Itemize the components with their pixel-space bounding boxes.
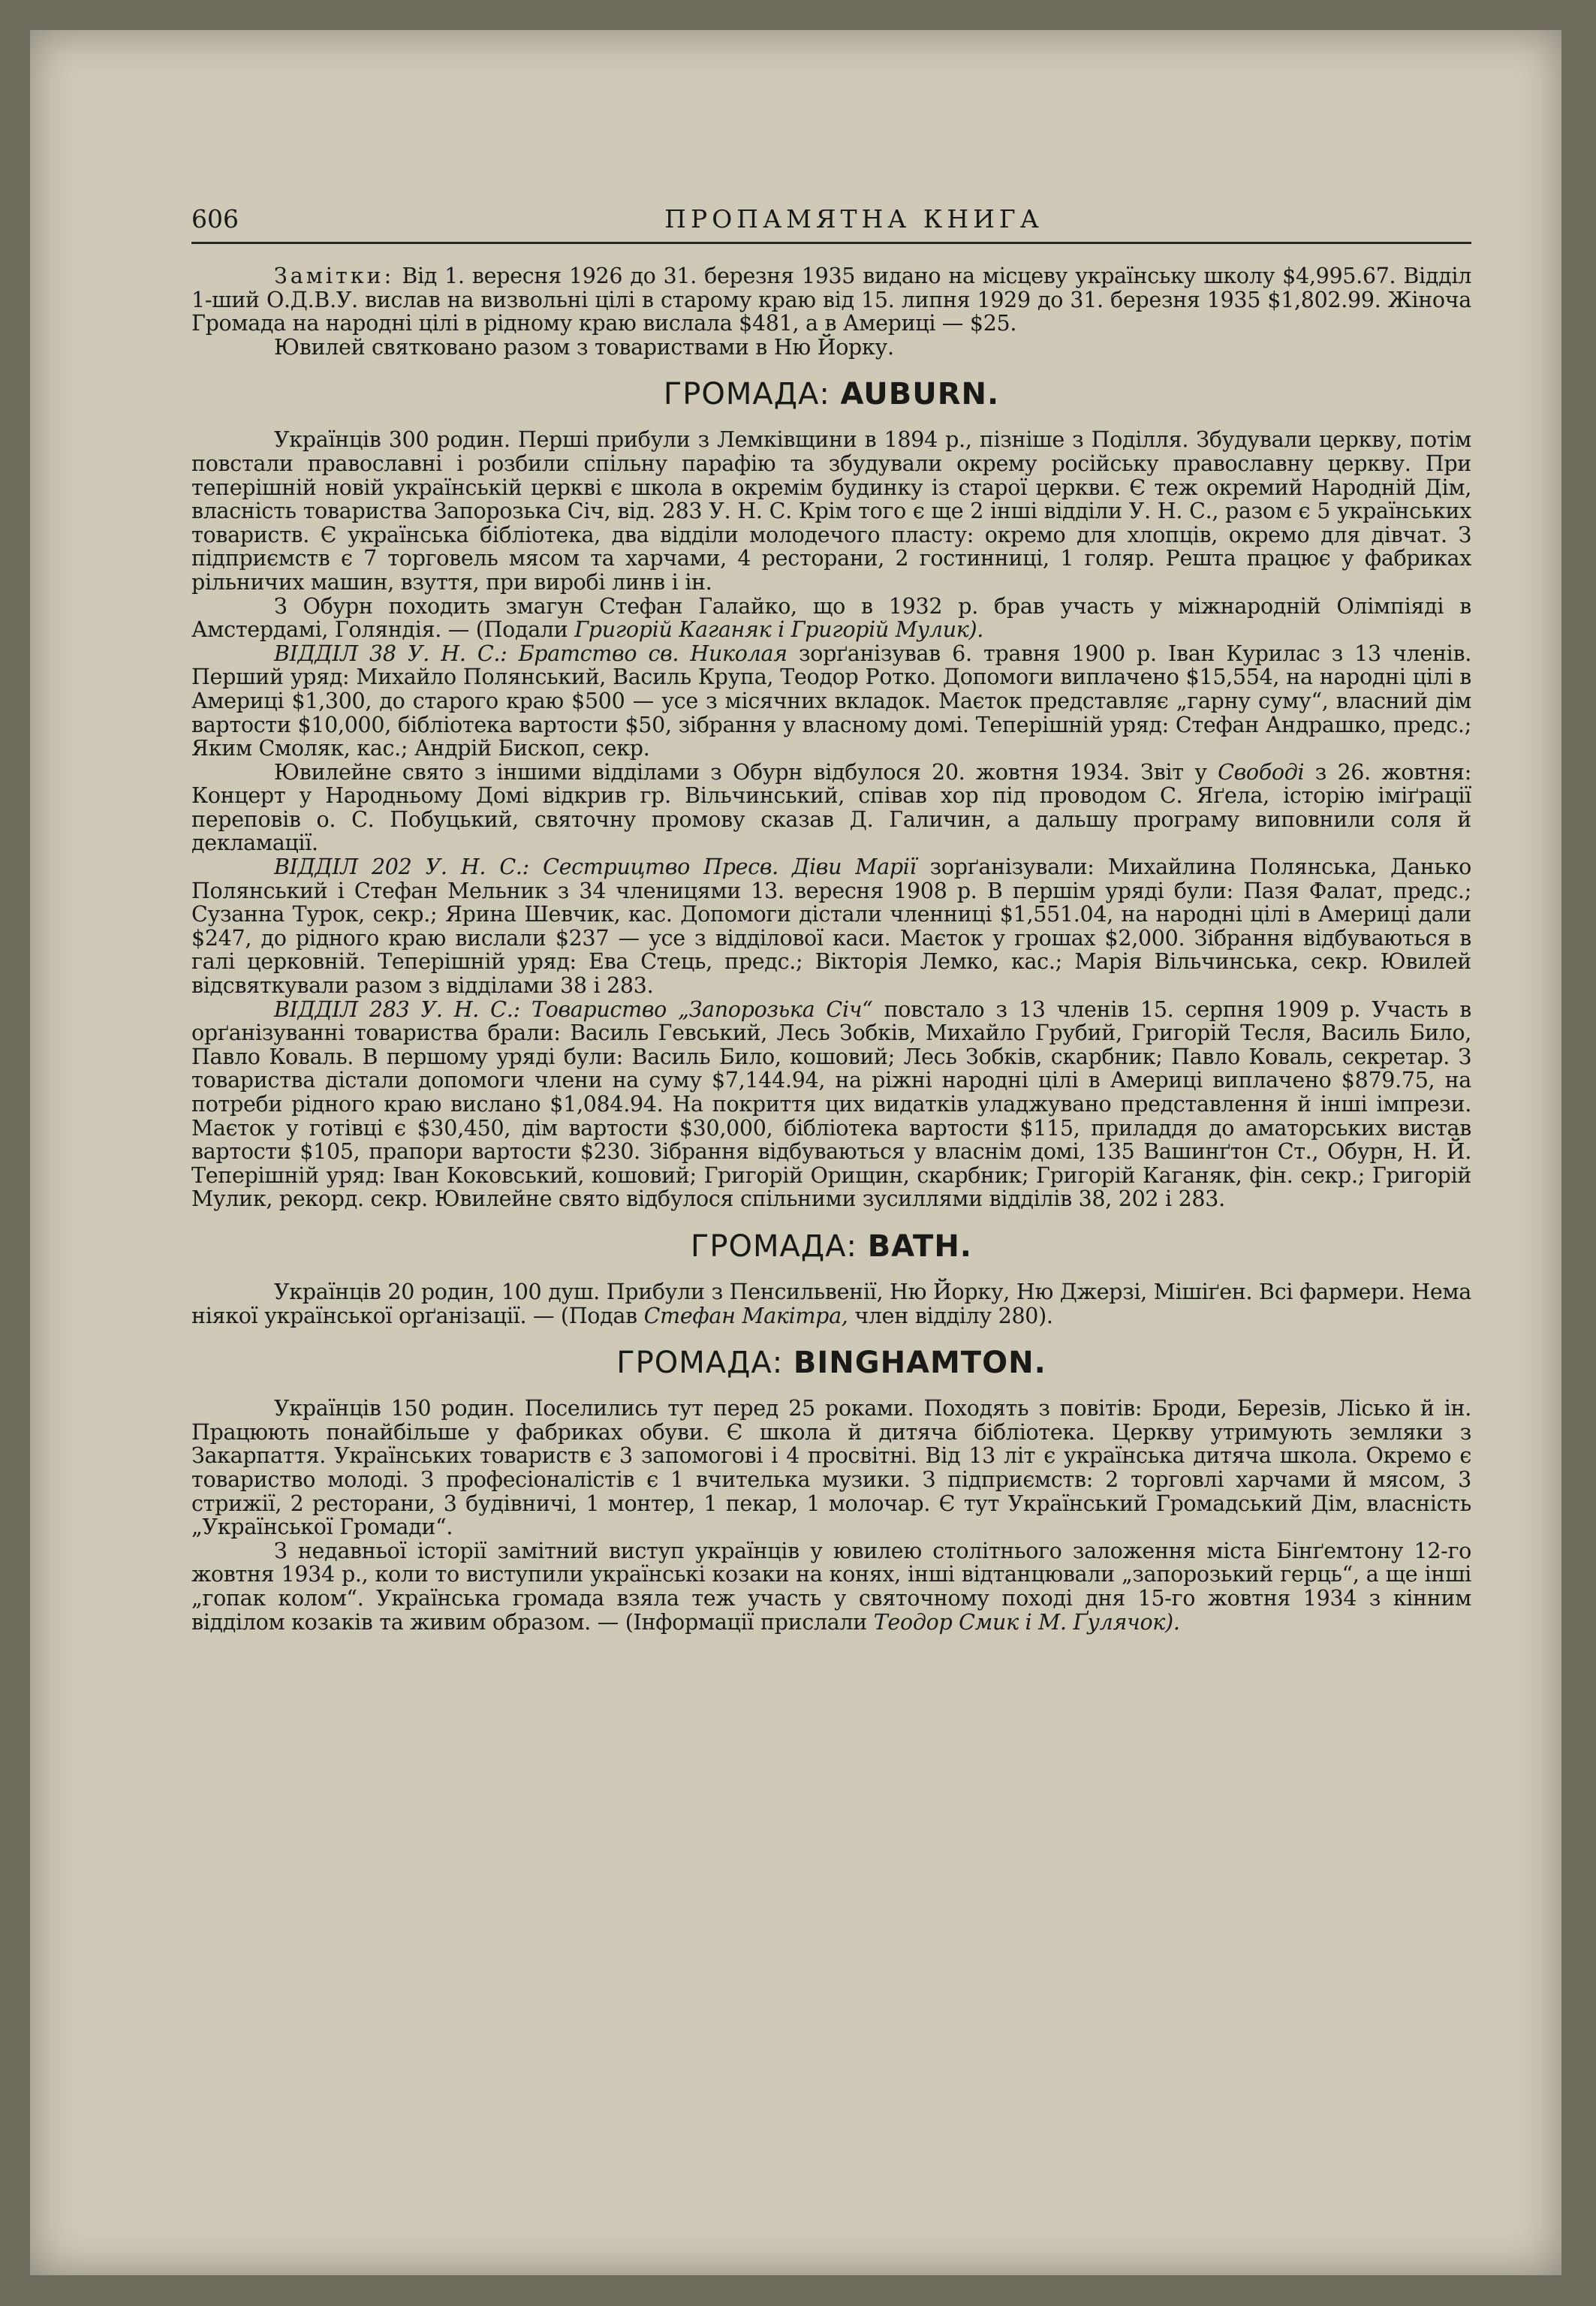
place-name: BINGHAMTON. xyxy=(793,1346,1046,1381)
branch-38: ВІДДІЛ 38 У. Н. С.: Братство св. Николая зорґанізував 6. травня 1900 р. Іван Курилас з 13 членів. Перший уряд: Михайло Полянський, Василь Крупа, Теодор Ротко. Допомоги виплачено $15,554, на народні цілі в Америці $1,300, до старого краю $500 — усе з місячних вкладок. Маєток представляє „гарну суму“, власний дім вартости $10,000, бібліотека вартости $50, зібрання у власному домі. Теперішній уряд: Стефан Андрашко, предс.; Яким Смоляк, кас.; Андрій Бископ, секр. xyxy=(191,641,1471,761)
branch-38-heading: ВІДДІЛ 38 У. Н. С.: Братство св. Николая xyxy=(274,641,787,666)
running-title: ПРОПАМЯТНА КНИГА xyxy=(664,204,1043,234)
branch-283: ВІДДІЛ 283 У. Н. С.: Товариство „Запорозька Січ“ повстало з 13 членів 15. серпня 1909 р. Участь в орґанізуванні товариства брали: Василь Гевський, Лесь Зобків, Михайло Грубий, Григорій Тесля, Василь Било, Павло Коваль. В першому уряді були: Василь Било, кошовий; Лесь Зобків, скарбник; Павло Коваль, секретар. З товариства дістали допомоги члени на суму $7,144.94, на ріжні народні цілі в Америці виплачено $879.75, на потреби рідного краю вислано $1,084.94. На покриття цих видатків уладжувано представлення й інші імпрези. Маєток у готівці є $30,450, дім вартости $30,000, бібліотека вартости $115, приладдя до аматорських вистав вартости $105, прапори вартости $230. Зібрання відбуваються у власнім домі, 135 Вашинґтон Ст., Обурн, Н. Й. Теперішній уряд: Іван Коковський, кошовий; Григорій Орищин, скарбник; Григорій Каганяк, фін. секр.; Григорій Мулик, рекорд. секр. Ювилейне свято відбулося спільними зусиллями відділів 38, 202 і 283. xyxy=(191,996,1471,1212)
page-header xyxy=(191,204,1471,244)
newspaper-name: Свободі xyxy=(1218,759,1305,785)
notes-paragraph xyxy=(191,264,1471,336)
bath-paragraph: Українців 20 родин, 100 душ. Прибули з Пенсильвенії, Ню Йорку, Ню Джерзі, Мішіґен. Всі фармери. Нема ніякої української орґанізації. — (Подав Стефан Макітра, член відділу 280). xyxy=(191,1279,1471,1328)
auburn-sport: З Обурн походить змагун Стефан Галайко, що в 1932 р. брав участь у міжнародній Олімпіяді в Амстердамі, Голяндія. — (Подали Григорій Каганяк і Григорій Мулик). xyxy=(191,593,1471,643)
notes-lead: Замітки: xyxy=(274,264,395,288)
book-page xyxy=(30,30,1561,2275)
branch-202-heading: ВІДДІЛ 202 У. Н. С.: Сестрицтво Пресв. Діви Марії xyxy=(274,855,917,880)
binghamton-authors: Теодор Смик і М. Ґулячок). xyxy=(873,1609,1180,1635)
sport-authors: Григорій Каганяк і Григорій Мулик). xyxy=(574,617,984,643)
place-name: AUBURN. xyxy=(840,377,1000,412)
branch-202: ВІДДІЛ 202 У. Н. С.: Сестрицтво Пресв. Діви Марії зорґанізували: Михайлина Полянська, Данько Полянський і Стефан Мельник з 34 членицями 13. вересня 1908 р. В першім уряді були: Пазя Фалат, предс.; Сузанна Турок, секр.; Ярина Шевчик, кас. Допомоги дістали членниці $1,551.04, на народні цілі в Америці дали $247, до рідного краю вислали $237 — усе з відділової каси. Маєток у грошах $2,000. Зібрання відбуваються в галі церковній. Теперішній уряд: Ева Стець, предс.; Вікторія Лемко, кас.; Марія Вільчинська, секр. Ювилей відсвяткували разом з відділами 38 і 283. xyxy=(191,855,1471,999)
place-name: BATH. xyxy=(867,1228,972,1264)
binghamton-history: З недавньої історії замітний виступ українців у ювилею столітнього заложення міста Бінґемтону 12-го жовтня 1934 р., коли то виступили українські козаки на конях, інші відтанцювали „запорозький герць“, а ще інші „гопак колом“. Українська громада взяла теж участь у святочному поході дня 15-го жовтня 1934 з кінним відділом козаків та живим образом. — (Інформації прислали Теодор Смик і М. Ґулячок). xyxy=(191,1538,1471,1635)
section-heading-bath: ГРОМАДА: BATH. xyxy=(691,1228,972,1264)
bath-author: Стефан Макітра, xyxy=(643,1303,848,1328)
auburn-celebration: Ювилейне свято з іншими відділами з Обурн відбулося 20. жовтня 1934. Звіт у Свободі з 26. жовтня: Концерт у Народньому Домі відкрив гр. Вільчинський, співав хор під проводом С. Яґела, історію іміґрації переповів о. С. Побуцький, святочну промову сказав Д. Галичин, а дальшу програму виповнили соля й декламації. xyxy=(191,759,1471,856)
branch-283-heading: ВІДДІЛ 283 У. Н. С.: Товариство „Запорозька Січ“ xyxy=(274,996,873,1022)
auburn-overview: Українців 300 родин. Перші прибули з Лемківщини в 1894 р., пізніше з Поділля. Збудували церкву, потім повстали православні і розбили спільну парафію та збудували окрему російську православну церкву. При теперішній новій українській церкві є школа в окремім будинку із старої церкви. Є теж окремий Народній Дім, власність товариства Запорозька Січ, від. 283 У. Н. С. Крім того є ще 2 інші відділи У. Н. С., разом є 5 українських товариств. Є українська бібліотека, два відділи молодечого пласту: окремо для хлопців, окремо для дівчат. З підприємств є 7 торговель мясом та харчами, 4 ресторани, 2 гостинниці, 1 голяр. Решта працює у фабриках рільничих машин, взуття, при виробі линв і ін. xyxy=(191,427,1471,595)
page-number: 606 xyxy=(191,204,239,234)
jubilee-paragraph: Ювилей святковано разом з товариствами в Ню Йорку. xyxy=(274,334,894,360)
section-heading-binghamton: ГРОМАДА: BINGHAMTON. xyxy=(616,1346,1046,1381)
page-content xyxy=(191,264,1471,1634)
section-heading-auburn: ГРОМАДА: AUBURN. xyxy=(663,377,1000,412)
notes-text: Від 1. вересня 1926 до 31. березня 1935 видано на місцеву українську школу $4,995.67. Відділ 1-ший О.Д.В.У. вислав на визвольні цілі в старому краю від 15. липня 1929 до 31. березня 1935 $1,802.99. Жіноча Громада на народні цілі в рідному краю вислала $481, а в Америці — $25. xyxy=(191,264,1471,336)
binghamton-overview: Українців 150 родин. Поселились тут перед 25 роками. Походять з повітів: Броди, Березів, Лісько й ін. Працюють понайбільше у фабриках обуви. Є школа й дитяча бібліотека. Церкву утримують земляки з Закарпаття. Українських товариств є 3 запомогові і 4 просвітні. Від 13 літ є українська дитяча школа. Окремо є товариство молоді. З професіоналістів є 1 вчителька музики. З підприємств: 2 торговлі харчами й мясом, 3 стрижії, 2 ресторани, 3 будівничі, 1 монтер, 1 пекар, 1 молочар. Є тут Український Громадський Дім, власність „Української Громади“. xyxy=(191,1396,1471,1540)
